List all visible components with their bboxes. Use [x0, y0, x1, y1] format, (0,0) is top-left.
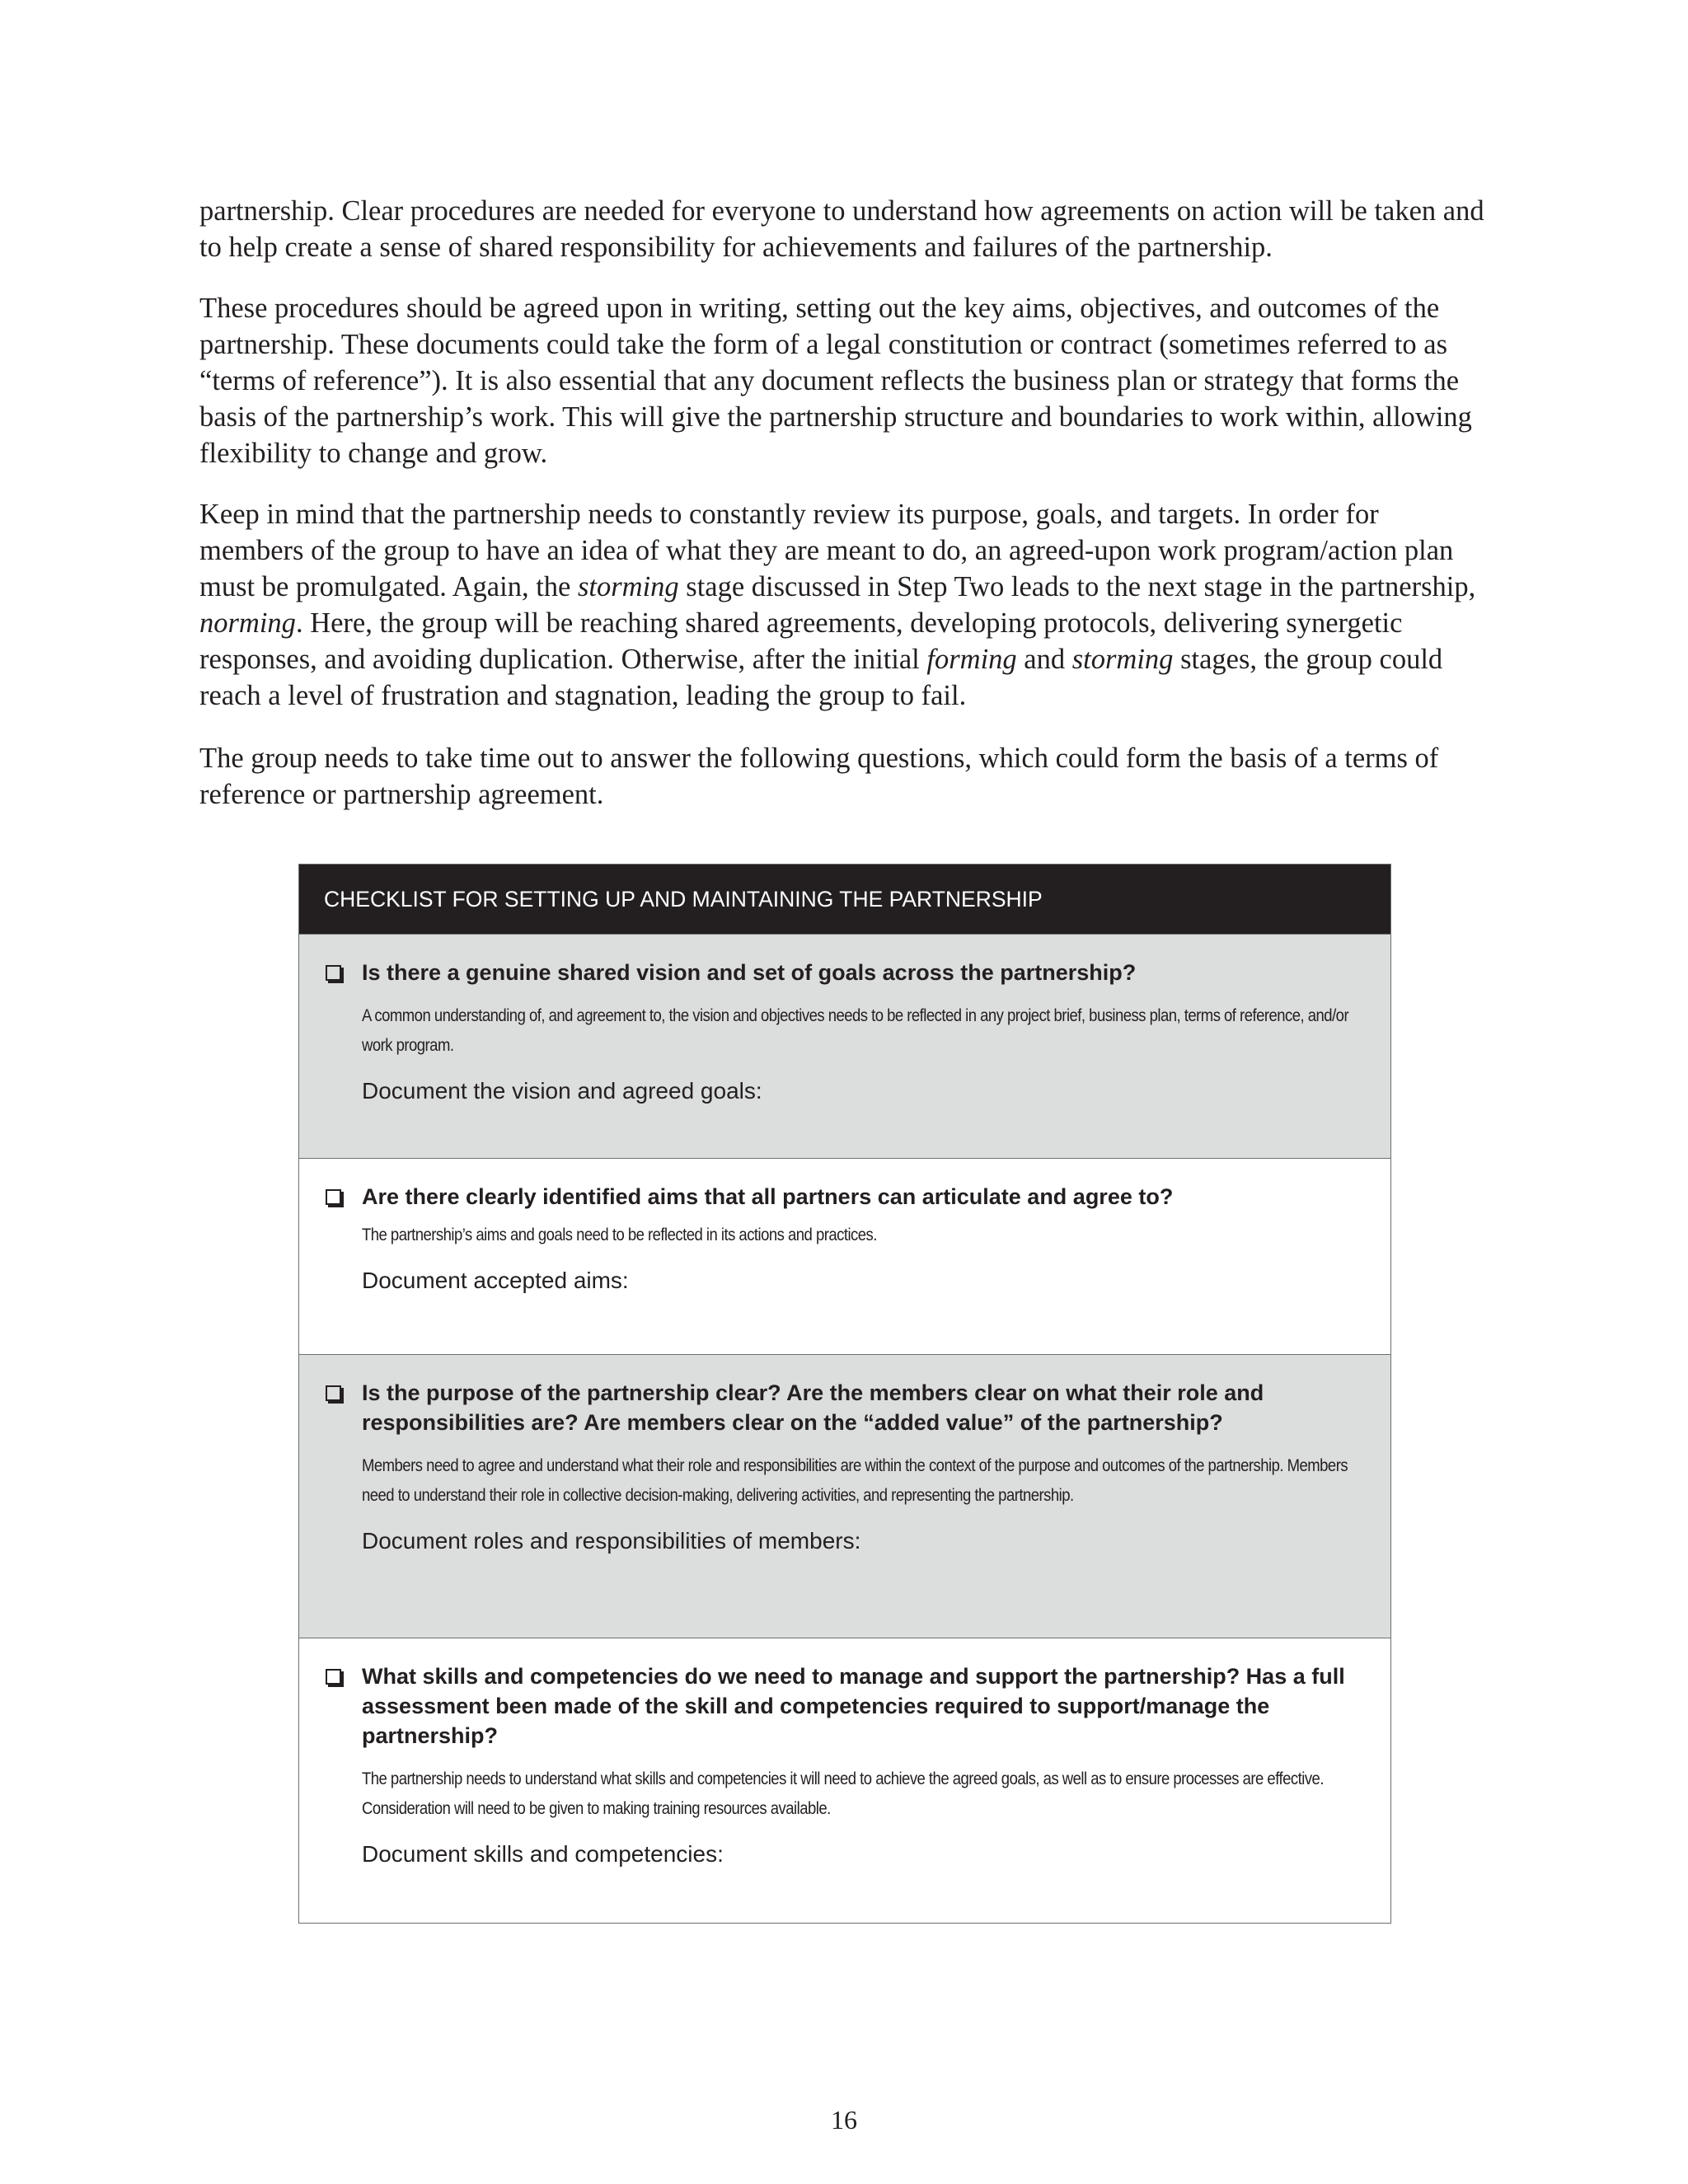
- body-paragraph-2: These procedures should be agreed upon in writing, setting out the key aims, objectives, and outcomes of the partnership. These documents could take the form of a legal constitution or contract (sometimes referred to as “terms of reference”). It is also essential that any document reflects the business plan or strategy that forms the basis of the partnership’s work. This will give the partnership structure and boundaries to work within, allowing flexibility to change and grow.: [199, 293, 1472, 469]
- checklist-description: The partnership’s aims and goals need to be reflected in its actions and practices.: [362, 1225, 877, 1244]
- checklist-prompt: Document skills and competencies:: [362, 1841, 724, 1867]
- checklist-title: CHECKLIST FOR SETTING UP AND MAINTAINING THE PARTNERSHIP: [299, 865, 1390, 934]
- checklist-item: [299, 1158, 1390, 1354]
- checklist-description: Members need to agree and understand what their role and responsibilities are within the context of the purpose and outcomes of the partnership. Members need to understand their role in collective decision-making, delivering activities, and representing the partnership.: [362, 1455, 1348, 1505]
- paragraph-3-text-4: and: [1016, 644, 1072, 675]
- checkbox-icon[interactable]: [326, 1669, 341, 1685]
- checklist-description: The partnership needs to understand what skills and competencies it will need to achieve the agreed goals, as well as to ensure processes are effective. Consideration will need to be given to making training resources available.: [362, 1769, 1324, 1818]
- checklist-box: [298, 864, 1391, 1924]
- paragraph-3-text-5: stages, the group could reach a level of frustration and stagnation, leading the group to fail.: [199, 644, 1443, 711]
- checklist-prompt: Document the vision and agreed goals:: [362, 1078, 762, 1104]
- term-forming: forming: [926, 644, 1017, 675]
- checkbox-icon[interactable]: [326, 1385, 341, 1401]
- checklist-description: A common understanding of, and agreement to, the vision and objectives needs to be reflected in any project brief, business plan, terms of reference, and/or work program.: [362, 1005, 1349, 1055]
- paragraph-3-text-1: Keep in mind that the partnership needs to constantly review its purpose, goals, and targets. In order for members of the group to have an idea of what they are meant to do, an agreed-upon work program/action plan must be promulgated. Again, the: [199, 499, 1454, 602]
- page-number: 16: [831, 2105, 857, 2135]
- paragraph-3-text-3: . Here, the group will be reaching shared agreements, developing protocols, delivering synergetic responses, and avoiding duplication. Otherwise, after the initial: [199, 607, 1403, 675]
- checklist-prompt: Document roles and responsibilities of members:: [362, 1528, 861, 1554]
- checkbox-icon[interactable]: [326, 1189, 341, 1205]
- body-paragraph-3: [199, 496, 1485, 714]
- checklist-question: Are there clearly identified aims that all partners can articulate and agree to?: [362, 1184, 1174, 1209]
- term-storming-2: storming: [1071, 644, 1174, 675]
- checklist-prompt: Document accepted aims:: [362, 1268, 629, 1293]
- body-paragraph-1: partnership. Clear procedures are needed for everyone to understand how agreements on action will be taken and to help create a sense of shared responsibility for achievements and failures of the partnership.: [199, 195, 1484, 263]
- checklist-item: [299, 1638, 1390, 1923]
- checklist-question: What skills and competencies do we need to manage and support the partnership? Has a full assessment been made of the skill and competencies required to support/manage the partnership?: [362, 1664, 1345, 1748]
- checklist-item: [299, 1354, 1390, 1638]
- checkbox-icon[interactable]: [326, 965, 341, 981]
- checklist-item: [299, 934, 1390, 1158]
- term-storming: storming: [577, 571, 679, 602]
- term-norming: norming: [199, 607, 296, 639]
- checklist-question: Is the purpose of the partnership clear? Are the members clear on what their role and responsibilities are? Are members clear on the “added value” of the partnership?: [362, 1380, 1264, 1435]
- body-paragraph-4: The group needs to take time out to answer the following questions, which could form the basis of a terms of reference or partnership agreement.: [199, 743, 1439, 810]
- checklist-question: Is there a genuine shared vision and set of goals across the partnership?: [362, 960, 1137, 985]
- paragraph-3-text-2: stage discussed in Step Two leads to the next stage in the partnership,: [678, 571, 1476, 602]
